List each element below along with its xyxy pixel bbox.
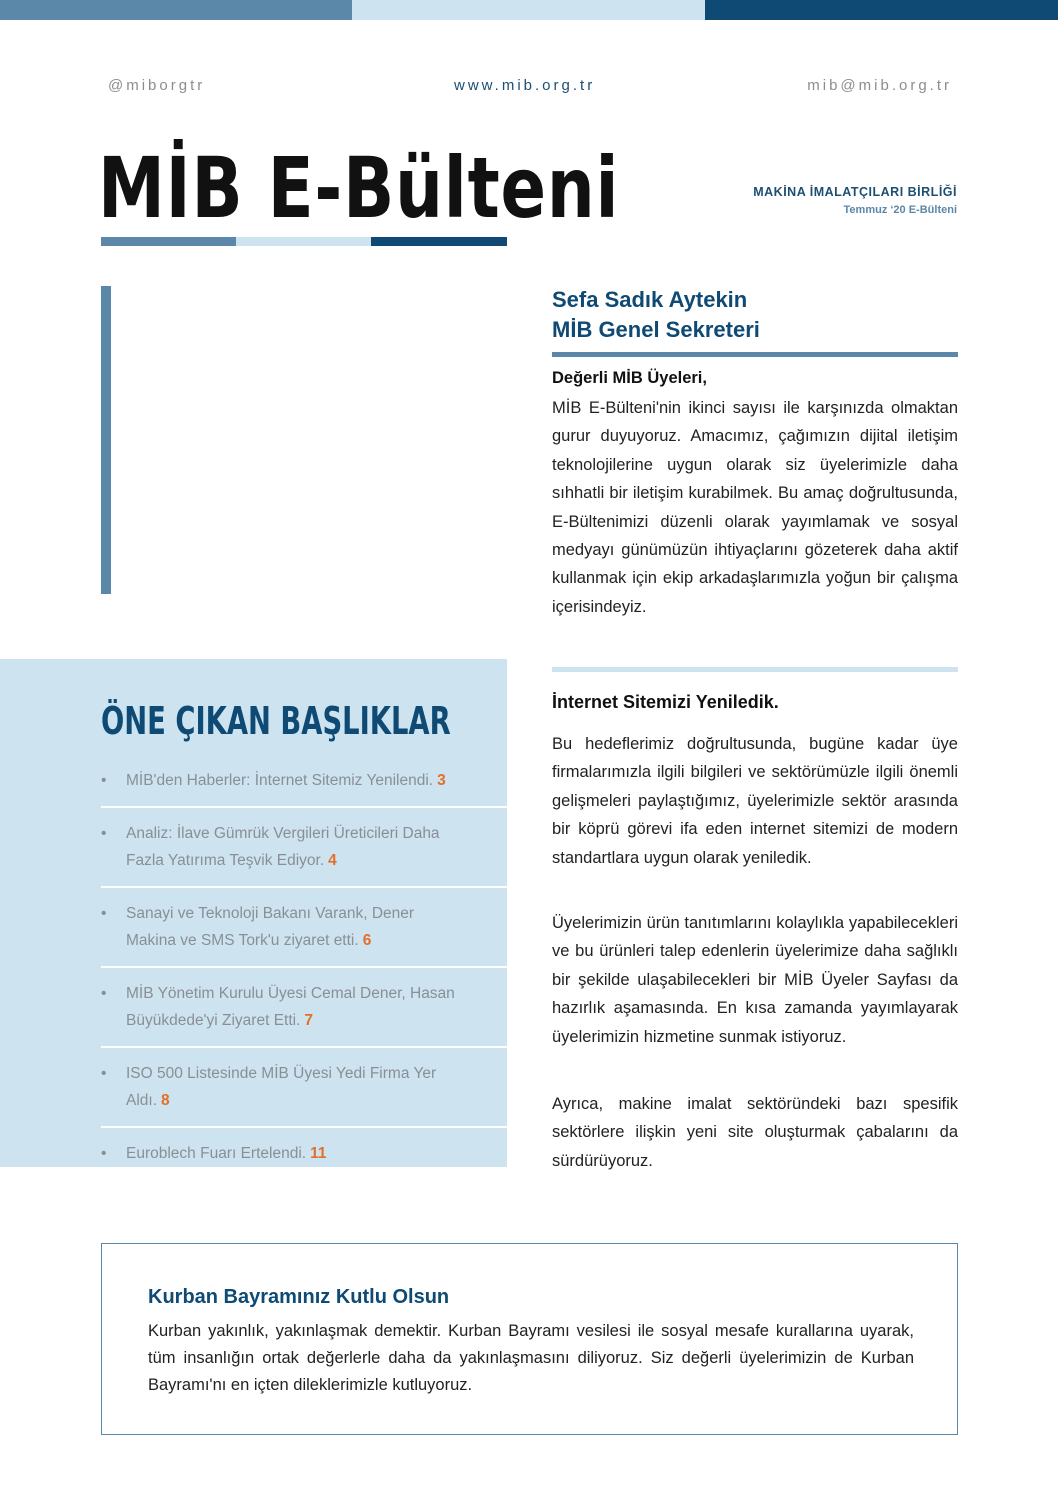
highlights-title: ÖNE ÇIKAN BAŞLIKLAR (101, 699, 451, 743)
top-bar-segment-1 (0, 0, 352, 20)
highlight-item[interactable] (101, 767, 507, 808)
highlights-list (101, 767, 507, 1191)
highlight-page-number: 7 (304, 1012, 314, 1029)
bullet-icon: • (101, 985, 107, 1002)
highlight-text: ISO 500 Listesinde MİB Üyesi Yedi Firma Yer Aldı. (126, 1065, 437, 1109)
highlight-page-number: 3 (437, 772, 446, 789)
org-name: MAKİNA İMALATÇILARI BİRLİĞİ (753, 185, 957, 199)
highlight-item[interactable] (101, 980, 507, 1048)
title-underline-3 (371, 237, 507, 246)
highlight-page-number: 11 (310, 1145, 327, 1162)
author-role: MİB Genel Sekreteri (552, 317, 760, 342)
bullet-icon: • (101, 772, 107, 789)
salutation: Değerli MİB Üyeleri, (552, 369, 707, 387)
greeting-box (101, 1243, 958, 1435)
highlight-text: MİB'den Haberler: İnternet Sitemiz Yenilendi. (126, 772, 434, 789)
issue-label: Temmuz ‘20 E-Bülteni (843, 204, 957, 216)
bullet-icon: • (101, 1065, 107, 1082)
email-link[interactable]: mib@mib.org.tr (807, 77, 952, 94)
website-link[interactable]: www.mib.org.tr (454, 77, 596, 94)
highlight-item[interactable] (101, 820, 507, 888)
editorial-paragraph-4: Ayrıca, makine imalat sektöründeki bazı spesifik sektörlere ilişkin yeni site oluşturmak çabalarını da sürdürüyoruz. (552, 1095, 958, 1170)
top-bar-segment-3 (705, 0, 1058, 20)
bullet-icon: • (101, 825, 107, 842)
author-block (552, 285, 958, 345)
org-info (753, 185, 957, 216)
highlight-page-number: 6 (362, 932, 372, 949)
newsletter-title: MİB E-Bülteni (98, 139, 620, 237)
highlight-text: Analiz: İlave Gümrük Vergileri Üreticileri Daha Fazla Yatırıma Teşvik Ediyor. (126, 825, 440, 869)
highlight-page-number: 4 (328, 852, 337, 869)
highlights-panel (0, 659, 507, 1167)
highlight-item[interactable] (101, 1140, 507, 1179)
social-handle[interactable]: @miborgtr (108, 77, 206, 94)
highlight-text: Euroblech Fuarı Ertelendi. (126, 1145, 307, 1162)
section-heading: İnternet Sitemizi Yeniledik. (552, 692, 779, 712)
section-divider (552, 667, 958, 672)
bullet-icon: • (101, 905, 107, 922)
greeting-text: Kurban yakınlık, yakınlaşmak demektir. Kurban Bayramı vesilesi ile sosyal mesafe kurallarına uyarak, tüm insanlığın ortak değerlerle daha da yakınlaşmasını diliyoruz. Siz değerli üyelerimizin de Kurban Bayramı'nı en içten dileklerimizle kutluyoruz. (148, 1322, 914, 1394)
editorial-paragraph-2: Bu hedeflerimiz doğrultusunda, bugüne kadar üye firmalarımızla ilgili bilgileri ve sektörümüzle ilgili önemli gelişmeleri paylaştığımız, üyelerimizle sektör arasında bir köprü görevi ifa eden internet sitemizi de modern standartlara uygun olarak yeniledik. (552, 735, 958, 867)
title-underline-1 (101, 237, 236, 246)
highlight-page-number: 8 (161, 1092, 170, 1109)
highlight-item[interactable] (101, 1060, 507, 1128)
editorial-paragraph-3: Üyelerimizin ürün tanıtımlarını kolaylıkla yapabilecekleri ve bu ürünleri talep edenlerin üyelerimize daha sağlıklı bir şekilde ulaşabilecekleri bir MİB Üyeler Sayfası da hazırlık aşamasında. En kısa zamanda yayımlayarak üyelerimizin hizmetine sunmak istiyoruz. (552, 914, 958, 1046)
highlight-text: MİB Yönetim Kurulu Üyesi Cemal Dener, Hasan Büyükdede'yi Ziyaret Etti. (126, 985, 455, 1029)
author-name: Sefa Sadık Aytekin (552, 287, 748, 312)
highlight-item[interactable] (101, 900, 507, 968)
highlight-text: Sanayi ve Teknoloji Bakanı Varank, Dener Makina ve SMS Tork'u ziyaret etti. (126, 905, 415, 949)
photo-frame-accent (101, 286, 111, 594)
greeting-title: Kurban Bayramınız Kutlu Olsun (148, 1286, 450, 1308)
author-divider (552, 352, 958, 357)
top-bar-segment-2 (352, 0, 705, 20)
editorial-paragraph-1: MİB E-Bülteni'nin ikinci sayısı ile karşınızda olmaktan gurur duyuyoruz. Amacımız, çağımızın dijital iletişim teknolojilerine uygun olarak siz üyelerimizle daha sıhhatli bir iletişim kurabilmek. Bu amaç doğrultusunda, E-Bültenimizi düzenli olarak yayımlamak ve sosyal medyayı günümüzün ihtiyaçlarını gözeterek daha aktif kullanmak için ekip arkadaşlarımızla yoğun bir çalışma içerisindeyiz. (552, 399, 958, 616)
title-underline-2 (236, 237, 371, 246)
bullet-icon: • (101, 1145, 107, 1162)
